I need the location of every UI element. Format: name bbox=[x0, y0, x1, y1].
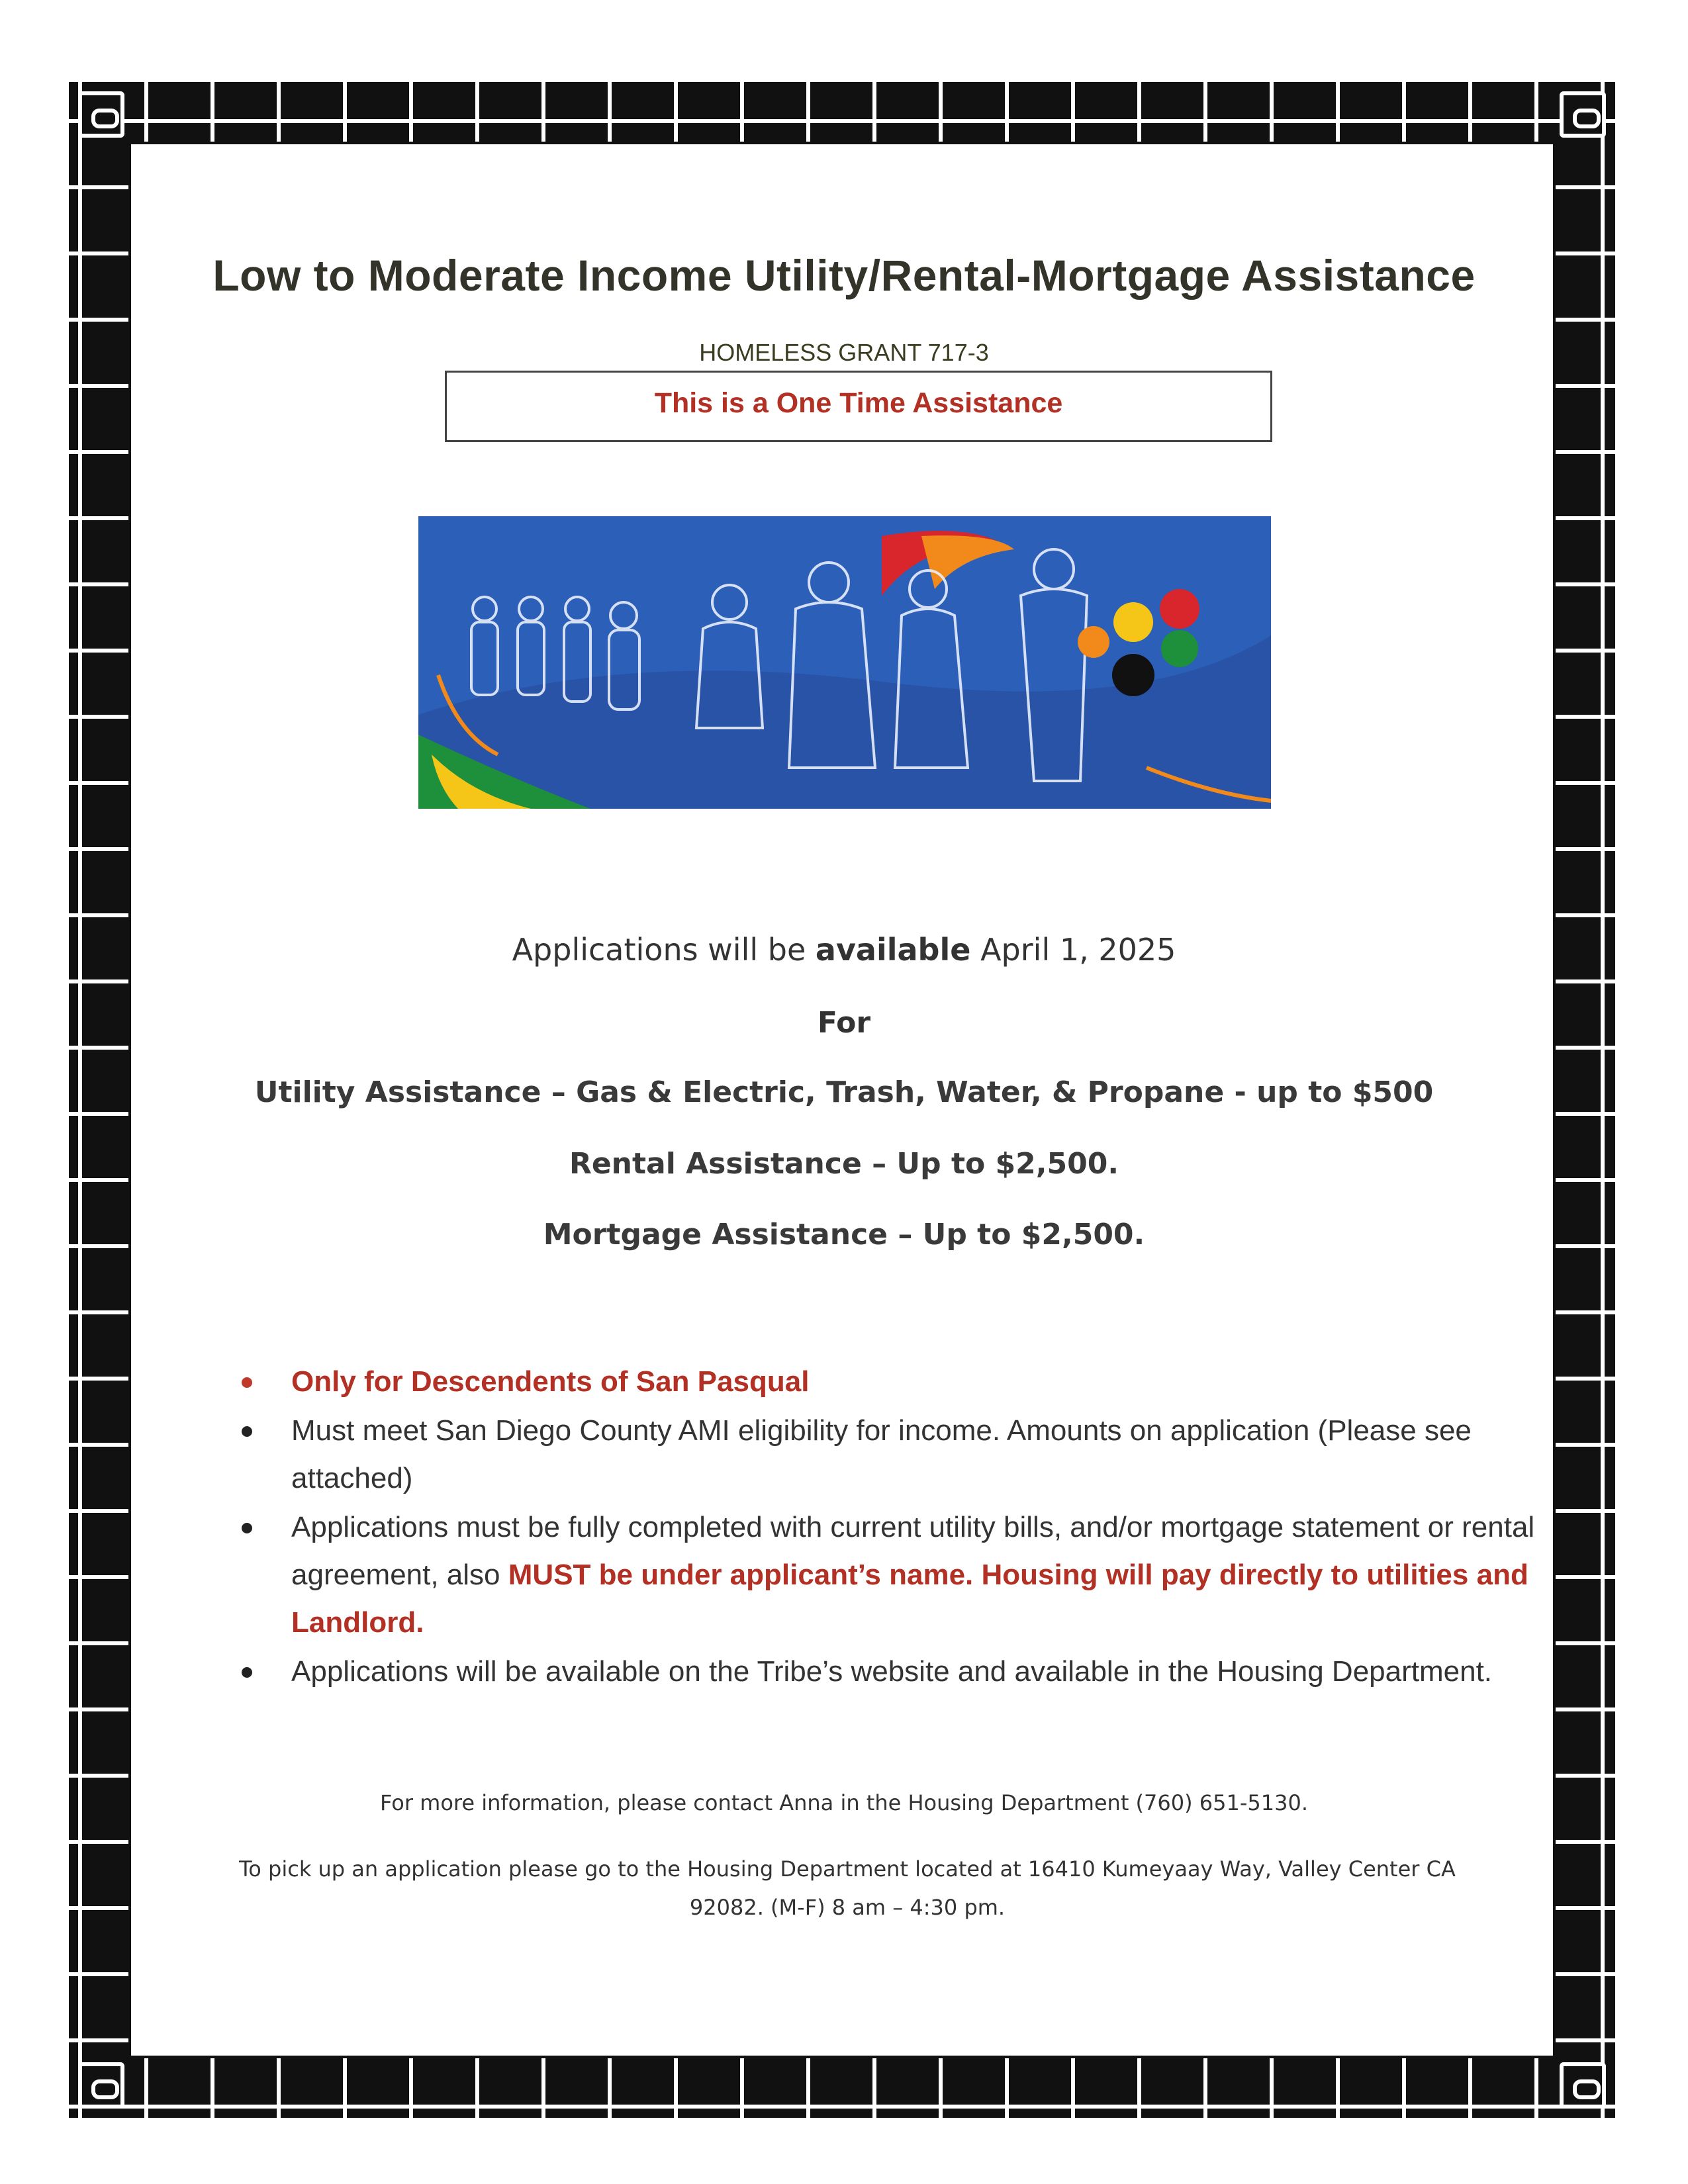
contact-info: For more information, please contact Anna in the Housing Department (760) 651-5130. bbox=[380, 1790, 1308, 1815]
bullet-icon bbox=[242, 1426, 252, 1437]
border-corner-ornament bbox=[1560, 2062, 1606, 2109]
list-item bbox=[238, 1358, 1549, 1406]
border-corner-ornament bbox=[1560, 91, 1606, 138]
for-label: For bbox=[817, 1006, 871, 1040]
name-requirement: MUST be under applicant’s name. Housing will pay directly to utilities and Landlord. bbox=[291, 1559, 1528, 1639]
descendents-requirement: Only for Descendents of San Pasqual bbox=[291, 1365, 810, 1398]
rental-assistance-line: Rental Assistance – Up to $2,500. bbox=[569, 1147, 1119, 1181]
availability-line bbox=[199, 932, 1489, 968]
grant-number: HOMELESS GRANT 717-3 bbox=[699, 339, 989, 366]
mortgage-assistance-line: Mortgage Assistance – Up to $2,500. bbox=[543, 1218, 1145, 1251]
one-time-notice-box bbox=[445, 371, 1272, 442]
bullet-icon bbox=[242, 1377, 252, 1388]
bullet-icon bbox=[242, 1523, 252, 1533]
border-corner-ornament bbox=[78, 91, 124, 138]
availability-emphasis: available bbox=[815, 932, 971, 968]
availability-prefix: Applications will be bbox=[512, 932, 806, 968]
border-corner-ornament bbox=[78, 2062, 124, 2109]
community-artwork-image bbox=[418, 516, 1271, 809]
availability-date: April 1, 2025 bbox=[980, 932, 1176, 968]
application-availability: Applications will be available on the Tribe’s website and available in the Housing Department. bbox=[291, 1655, 1493, 1688]
list-item bbox=[238, 1504, 1549, 1647]
income-requirement: Must meet San Diego County AMI eligibility for income. Amounts on application (Please see attached) bbox=[291, 1414, 1472, 1494]
pickup-info: To pick up an application please go to the Housing Department located at 16410 Kumeyaay Way, Valley Center CA 92082. (M-F) 8 am – 4:30 pm. bbox=[239, 1856, 1456, 1920]
one-time-notice: This is a One Time Assistance bbox=[654, 387, 1063, 419]
completion-requirement: Applications must be fully completed with current utility bills, and/or mortgage statement or rental agreement, also bbox=[291, 1511, 1535, 1591]
list-item bbox=[238, 1407, 1549, 1502]
list-item bbox=[238, 1648, 1549, 1696]
eligibility-list bbox=[238, 1358, 1549, 1697]
page-title: Low to Moderate Income Utility/Rental-Mortgage Assistance bbox=[212, 251, 1476, 300]
utility-assistance-line: Utility Assistance – Gas & Electric, Trash, Water, & Propane - up to $500 bbox=[254, 1075, 1434, 1109]
bullet-icon bbox=[242, 1667, 252, 1678]
